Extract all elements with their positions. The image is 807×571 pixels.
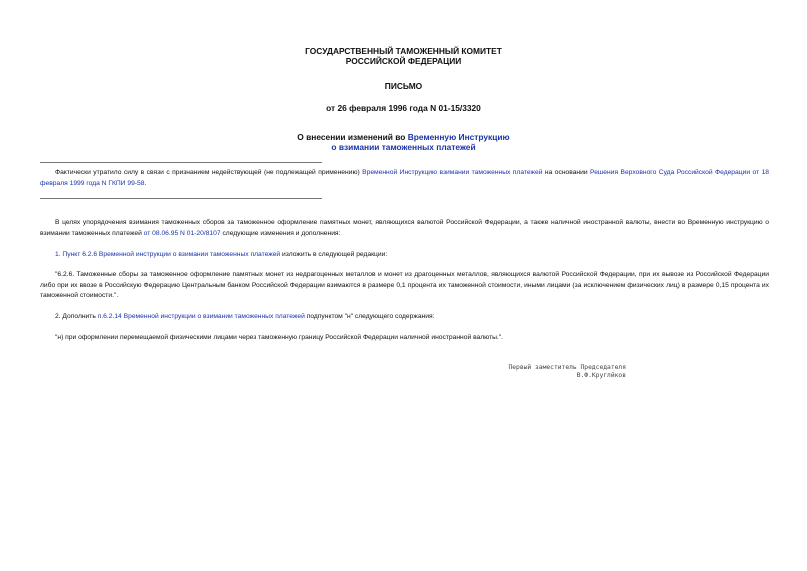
issuer-line-2: РОССИЙСКОЙ ФЕДЕРАЦИИ (345, 56, 462, 66)
status-note (40, 168, 769, 190)
p4-text-a: 2. Дополнить (55, 313, 98, 320)
p4-text-b: подпунктом "н" следующего содержания: (304, 313, 435, 320)
body-paragraph-4 (40, 312, 769, 323)
title-link[interactable]: Временную Инструкцию (407, 132, 510, 142)
p1-text-a: В целях упорядочения взимания таможенных сборов за таможенное оформление памятных монет, являющихся валютой Российской Федерации, а также наличной иностранной валюты, внести во Временную инструкцию о взимании таможенных платежей (40, 219, 769, 237)
note-text-a: Фактически утратило силу в связи с признанием недействующей (не подлежащей применению) (55, 169, 363, 176)
note-bottom-divider (40, 198, 322, 199)
signature-position: Первый заместитель Председателя (508, 364, 626, 371)
body-paragraph-3: "6.2.6. Таможенные сборы за таможенное оформление памятных монет из недрагоценных металлов и монет из драгоценных металлов, являющихся валютой Российской Федерации, при их вывозе из Российской Федерации либо при их ввозе в Российскую Федерацию Центральным банком Российской Федерации взимаются в размере 0,1 процента их таможенной стоимости, иными лицами (за исключением физических лиц) в размере 0,15 процента их таможенной стоимости.". (40, 271, 769, 300)
document-date-number: от 26 февраля 1996 года N 01-15/3320 (326, 103, 481, 113)
note-link-instruction[interactable]: Временной Инструкцию взимании таможенных платежей (362, 169, 543, 176)
title-line-2[interactable]: о взимании таможенных платежей (331, 142, 476, 152)
p1-link-instruction-date[interactable]: от 08.06.95 N 01-20/8107 (143, 229, 221, 237)
p2-link-point-626[interactable]: 1. Пункт 6.2.6 Временной инструкции о взимании таможенных платежей (55, 251, 281, 258)
title-prefix: О внесении изменений во (297, 132, 408, 142)
note-top-divider (40, 162, 322, 163)
note-text-c: . (144, 179, 147, 187)
issuer-line-1: ГОСУДАРСТВЕННЫЙ ТАМОЖЕННЫЙ КОМИТЕТ (305, 46, 502, 56)
note-link-court-decision[interactable]: Решения Верховного Суда Российской Федерации от 18 февраля 1999 года N ГКПИ 99-58 (40, 169, 770, 187)
p2-text-b: изложить в следующей редакции: (280, 251, 388, 258)
body-paragraph-5: "н) при оформлении перемещаемой физическими лицами через таможенную границу Российской Федерации наличной иностранной валюты.". (55, 334, 503, 341)
note-text-b: на основании (542, 169, 591, 176)
body-paragraph-2 (40, 250, 769, 261)
document-title (0, 132, 807, 142)
p1-text-b: следующие изменения и дополнения: (220, 229, 341, 237)
body-paragraph-1 (40, 218, 769, 239)
signature-name: В.Ф.Круглйков (576, 372, 626, 379)
document-type: ПИСЬМО (384, 81, 423, 91)
p4-link-point-6214[interactable]: п.6.2.14 Временной инструкции о взимании таможенных платежей (97, 313, 305, 320)
